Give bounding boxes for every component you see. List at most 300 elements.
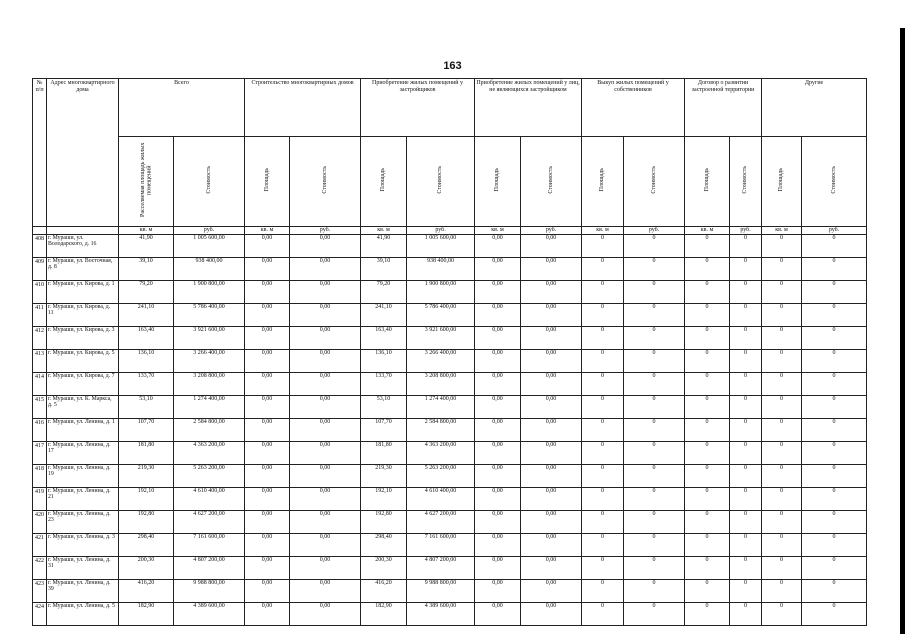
row-value: 0,00 <box>521 395 582 418</box>
header-group-non-developers: Приобретение жилых помещений у лиц, не являющихся застройщиком <box>475 79 582 137</box>
row-value: 192,10 <box>361 487 407 510</box>
row-value: 0,00 <box>521 533 582 556</box>
row-number: 424 <box>33 602 47 625</box>
row-address: г. Мураши, ул. Ленина, д. 31 <box>47 556 119 579</box>
row-value: 163,40 <box>361 326 407 349</box>
row-value: 0 <box>762 280 802 303</box>
row-value: 0,00 <box>521 579 582 602</box>
row-value: 79,20 <box>119 280 174 303</box>
row-value: 0 <box>624 280 685 303</box>
row-value: 192,10 <box>119 487 174 510</box>
row-value: 0,00 <box>290 349 361 372</box>
scan-edge-bar <box>900 28 905 634</box>
row-value: 4 363 200,00 <box>174 441 245 464</box>
row-value: 0,00 <box>521 326 582 349</box>
row-value: 0,00 <box>290 257 361 280</box>
row-address: г. Мураши, ул. Ленина, д. 3 <box>47 533 119 556</box>
table-row <box>33 303 867 326</box>
row-value: 0 <box>730 349 762 372</box>
row-value: 0 <box>685 372 730 395</box>
row-value: 0 <box>730 372 762 395</box>
table-row <box>33 510 867 533</box>
row-value: 182,90 <box>361 602 407 625</box>
row-value: 2 584 800,00 <box>407 418 475 441</box>
row-number: 419 <box>33 487 47 510</box>
row-value: 0,00 <box>521 303 582 326</box>
row-value: 200,30 <box>361 556 407 579</box>
row-number: 415 <box>33 395 47 418</box>
row-value: 0,00 <box>245 533 290 556</box>
row-value: 0,00 <box>245 556 290 579</box>
row-value: 0,00 <box>475 464 521 487</box>
row-value: 0 <box>624 464 685 487</box>
row-value: 0 <box>762 234 802 257</box>
row-value: 0 <box>802 372 867 395</box>
row-number: 421 <box>33 533 47 556</box>
row-value: 0 <box>624 579 685 602</box>
row-value: 4 807 200,00 <box>407 556 475 579</box>
row-value: 0,00 <box>521 280 582 303</box>
subheader-area: Площадь <box>762 137 802 227</box>
row-value: 181,80 <box>119 441 174 464</box>
row-value: 41,90 <box>361 234 407 257</box>
row-address: г. Мураши, ул. Володарского, д. 16 <box>47 234 119 257</box>
row-number: 410 <box>33 280 47 303</box>
row-value: 0,00 <box>245 395 290 418</box>
table-row <box>33 487 867 510</box>
row-value: 0 <box>730 303 762 326</box>
row-value: 0 <box>762 395 802 418</box>
row-value: 0 <box>762 303 802 326</box>
row-value: 1 005 600,00 <box>407 234 475 257</box>
row-value: 0 <box>685 280 730 303</box>
row-value: 1 900 800,00 <box>407 280 475 303</box>
table-row <box>33 257 867 280</box>
row-value: 0 <box>730 326 762 349</box>
row-value: 4 627 200,00 <box>407 510 475 533</box>
row-value: 938 400,00 <box>174 257 245 280</box>
row-value: 2 584 800,00 <box>174 418 245 441</box>
row-value: 0 <box>624 602 685 625</box>
row-value: 0 <box>624 395 685 418</box>
row-value: 0,00 <box>290 418 361 441</box>
row-value: 416,20 <box>361 579 407 602</box>
row-value: 0 <box>582 326 624 349</box>
row-value: 0 <box>624 441 685 464</box>
row-value: 0 <box>582 441 624 464</box>
row-value: 133,70 <box>361 372 407 395</box>
row-value: 0 <box>730 234 762 257</box>
row-number: 423 <box>33 579 47 602</box>
subheader-area: Площадь <box>582 137 624 227</box>
row-value: 0 <box>685 441 730 464</box>
row-value: 0 <box>582 349 624 372</box>
row-value: 0,00 <box>245 257 290 280</box>
row-value: 9 988 800,00 <box>174 579 245 602</box>
table-row <box>33 556 867 579</box>
row-value: 53,10 <box>361 395 407 418</box>
row-value: 0 <box>582 579 624 602</box>
row-address: г. Мураши, ул. Ленина, д. 39 <box>47 579 119 602</box>
row-number: 411 <box>33 303 47 326</box>
row-address: г. Мураши, ул. Кирова, д. 3 <box>47 326 119 349</box>
row-value: 0 <box>730 533 762 556</box>
row-value: 0 <box>624 487 685 510</box>
row-value: 0,00 <box>475 579 521 602</box>
row-address: г. Мураши, ул. Ленина, д. 19 <box>47 464 119 487</box>
row-value: 5 786 400,00 <box>407 303 475 326</box>
row-value: 0 <box>685 602 730 625</box>
row-value: 0 <box>685 349 730 372</box>
row-value: 0,00 <box>521 556 582 579</box>
unit-cost: руб. <box>624 226 685 234</box>
row-value: 219,30 <box>119 464 174 487</box>
row-value: 0,00 <box>290 326 361 349</box>
row-value: 0,00 <box>245 487 290 510</box>
row-value: 163,40 <box>119 326 174 349</box>
row-value: 107,70 <box>361 418 407 441</box>
header-group-other: Другие <box>762 79 867 137</box>
row-value: 0 <box>624 326 685 349</box>
row-value: 0 <box>582 280 624 303</box>
row-value: 192,80 <box>361 510 407 533</box>
row-value: 5 263 200,00 <box>407 464 475 487</box>
row-value: 0 <box>762 349 802 372</box>
row-value: 0 <box>582 303 624 326</box>
page-number: 163 <box>443 60 462 72</box>
row-value: 0,00 <box>475 303 521 326</box>
row-value: 4 627 200,00 <box>174 510 245 533</box>
row-value: 0,00 <box>521 418 582 441</box>
row-value: 0 <box>730 602 762 625</box>
row-value: 0 <box>582 602 624 625</box>
row-value: 0,00 <box>475 280 521 303</box>
row-value: 241,10 <box>361 303 407 326</box>
row-value: 0,00 <box>475 533 521 556</box>
row-value: 0 <box>685 234 730 257</box>
unit-area: кв. м <box>762 226 802 234</box>
row-value: 1 005 600,00 <box>174 234 245 257</box>
row-value: 0 <box>730 487 762 510</box>
table-row <box>33 280 867 303</box>
row-value: 3 208 800,00 <box>407 372 475 395</box>
row-value: 136,10 <box>361 349 407 372</box>
unit-blank <box>47 226 119 234</box>
row-value: 0 <box>762 326 802 349</box>
row-value: 0,00 <box>475 441 521 464</box>
row-value: 4 610 400,00 <box>174 487 245 510</box>
row-value: 298,40 <box>119 533 174 556</box>
row-value: 181,80 <box>361 441 407 464</box>
row-value: 0,00 <box>290 579 361 602</box>
unit-cost: руб. <box>290 226 361 234</box>
row-value: 0 <box>762 372 802 395</box>
row-value: 0 <box>802 303 867 326</box>
row-value: 0,00 <box>245 510 290 533</box>
row-value: 0,00 <box>475 487 521 510</box>
row-value: 41,90 <box>119 234 174 257</box>
row-value: 0,00 <box>475 418 521 441</box>
row-value: 7 161 600,00 <box>174 533 245 556</box>
row-value: 0 <box>802 395 867 418</box>
row-value: 241,10 <box>119 303 174 326</box>
row-value: 0,00 <box>521 510 582 533</box>
table-row <box>33 464 867 487</box>
unit-blank <box>33 226 47 234</box>
header-group-territory: Договор о развитии застроенной территории <box>685 79 762 137</box>
row-value: 0 <box>582 510 624 533</box>
row-value: 0,00 <box>521 257 582 280</box>
row-address: г. Мураши, ул. Кирова, д. 5 <box>47 349 119 372</box>
row-value: 0 <box>582 533 624 556</box>
row-value: 0 <box>802 280 867 303</box>
row-number: 420 <box>33 510 47 533</box>
row-value: 0 <box>624 510 685 533</box>
row-address: г. Мураши, ул. Кирова, д. 7 <box>47 372 119 395</box>
header-group-developers: Приобретение жилых помещений у застройщиков <box>361 79 475 137</box>
unit-cost: руб. <box>521 226 582 234</box>
row-value: 39,10 <box>361 257 407 280</box>
row-value: 0,00 <box>245 602 290 625</box>
row-value: 0 <box>685 326 730 349</box>
row-value: 298,40 <box>361 533 407 556</box>
row-value: 0 <box>582 418 624 441</box>
row-value: 0 <box>624 349 685 372</box>
subheader-cost: Стоимость <box>290 137 361 227</box>
subheader-area: Площадь <box>685 137 730 227</box>
row-value: 4 363 200,00 <box>407 441 475 464</box>
row-value: 0 <box>730 510 762 533</box>
table-row <box>33 395 867 418</box>
unit-area: кв. м <box>582 226 624 234</box>
row-value: 0 <box>624 257 685 280</box>
subheader-cost: Стоимость <box>521 137 582 227</box>
header-group-construction: Строительство многоквартирных домов <box>245 79 361 137</box>
row-value: 1 274 400,00 <box>407 395 475 418</box>
row-value: 0 <box>802 441 867 464</box>
row-value: 39,10 <box>119 257 174 280</box>
row-value: 0 <box>624 234 685 257</box>
row-value: 1 900 800,00 <box>174 280 245 303</box>
subheader-area: Площадь <box>361 137 407 227</box>
row-value: 416,20 <box>119 579 174 602</box>
row-value: 0 <box>762 418 802 441</box>
row-value: 0,00 <box>475 395 521 418</box>
row-value: 0 <box>582 257 624 280</box>
subheader-cost: Стоимость <box>407 137 475 227</box>
row-number: 418 <box>33 464 47 487</box>
row-value: 938 400,00 <box>407 257 475 280</box>
row-number: 409 <box>33 257 47 280</box>
row-value: 0,00 <box>475 326 521 349</box>
row-value: 0,00 <box>521 234 582 257</box>
row-value: 0 <box>685 418 730 441</box>
table-row <box>33 349 867 372</box>
row-value: 0 <box>802 579 867 602</box>
unit-cost: руб. <box>174 226 245 234</box>
row-address: г. Мураши, ул. Ленина, д. 17 <box>47 441 119 464</box>
row-value: 0 <box>685 395 730 418</box>
row-value: 3 921 600,00 <box>174 326 245 349</box>
row-value: 0,00 <box>290 303 361 326</box>
subheader-area: Площадь <box>245 137 290 227</box>
row-value: 0 <box>685 303 730 326</box>
row-value: 0,00 <box>475 234 521 257</box>
row-value: 0 <box>802 349 867 372</box>
row-value: 0,00 <box>245 280 290 303</box>
row-value: 0 <box>762 257 802 280</box>
row-value: 0,00 <box>290 234 361 257</box>
table-body <box>33 234 867 625</box>
row-value: 0 <box>730 395 762 418</box>
row-value: 0 <box>802 234 867 257</box>
row-value: 0,00 <box>245 326 290 349</box>
row-value: 0 <box>762 510 802 533</box>
row-value: 0 <box>762 533 802 556</box>
row-value: 0,00 <box>521 602 582 625</box>
row-value: 0 <box>624 418 685 441</box>
row-value: 0 <box>762 464 802 487</box>
unit-area: кв. м <box>685 226 730 234</box>
row-value: 219,30 <box>361 464 407 487</box>
row-value: 4 389 600,00 <box>407 602 475 625</box>
unit-area: кв. м <box>245 226 290 234</box>
row-value: 0,00 <box>475 602 521 625</box>
row-value: 4 610 400,00 <box>407 487 475 510</box>
row-value: 0 <box>762 579 802 602</box>
row-value: 3 208 800,00 <box>174 372 245 395</box>
row-value: 0,00 <box>245 234 290 257</box>
row-value: 4 389 600,00 <box>174 602 245 625</box>
subheader-cost: Стоимость <box>624 137 685 227</box>
row-value: 0,00 <box>475 349 521 372</box>
header-group-buyout: Выкуп жилых помещений у собственников <box>582 79 685 137</box>
row-address: г. Мураши, ул. Ленина, д. 23 <box>47 510 119 533</box>
row-value: 136,10 <box>119 349 174 372</box>
row-value: 0,00 <box>521 464 582 487</box>
row-number: 417 <box>33 441 47 464</box>
row-value: 0,00 <box>521 372 582 395</box>
row-address: г. Мураши, ул. К. Маркса, д. 5 <box>47 395 119 418</box>
row-value: 0 <box>802 326 867 349</box>
row-value: 0,00 <box>290 533 361 556</box>
row-value: 0,00 <box>290 280 361 303</box>
row-value: 0 <box>582 556 624 579</box>
row-address: г. Мураши, ул. Ленина, д. 21 <box>47 487 119 510</box>
row-number: 422 <box>33 556 47 579</box>
row-address: г. Мураши, ул. Кирова, д. 1 <box>47 280 119 303</box>
row-value: 0,00 <box>290 487 361 510</box>
table-row <box>33 372 867 395</box>
row-value: 0,00 <box>475 556 521 579</box>
table-row <box>33 234 867 257</box>
row-value: 0 <box>802 418 867 441</box>
header-group-total: Всего <box>119 79 245 137</box>
row-value: 0,00 <box>475 257 521 280</box>
row-value: 3 266 400,00 <box>174 349 245 372</box>
row-value: 3 921 600,00 <box>407 326 475 349</box>
row-number: 413 <box>33 349 47 372</box>
row-number: 416 <box>33 418 47 441</box>
table-row <box>33 441 867 464</box>
row-value: 0,00 <box>290 602 361 625</box>
row-value: 0,00 <box>290 464 361 487</box>
row-value: 0 <box>624 372 685 395</box>
row-value: 0,00 <box>290 372 361 395</box>
row-value: 0 <box>730 579 762 602</box>
row-value: 0 <box>685 533 730 556</box>
row-value: 0 <box>730 257 762 280</box>
row-value: 107,70 <box>119 418 174 441</box>
row-value: 0 <box>762 441 802 464</box>
row-value: 0,00 <box>245 464 290 487</box>
subheader-area: Площадь <box>475 137 521 227</box>
row-value: 133,70 <box>119 372 174 395</box>
row-value: 0 <box>802 602 867 625</box>
subheader-cost: Стоимость <box>802 137 867 227</box>
row-value: 0 <box>582 487 624 510</box>
row-value: 0 <box>762 602 802 625</box>
row-value: 5 786 400,00 <box>174 303 245 326</box>
row-value: 0 <box>624 556 685 579</box>
row-value: 0 <box>802 533 867 556</box>
table-row <box>33 326 867 349</box>
row-value: 0 <box>685 464 730 487</box>
unit-area: кв. м <box>475 226 521 234</box>
row-value: 0 <box>730 418 762 441</box>
row-value: 0 <box>730 280 762 303</box>
row-value: 79,20 <box>361 280 407 303</box>
row-address: г. Мураши, ул. Кирова, д. 11 <box>47 303 119 326</box>
table-row <box>33 579 867 602</box>
row-value: 0,00 <box>475 372 521 395</box>
row-value: 0,00 <box>521 441 582 464</box>
row-value: 0,00 <box>521 487 582 510</box>
row-value: 0,00 <box>245 303 290 326</box>
subheader-cost: Стоимость <box>730 137 762 227</box>
row-value: 0 <box>802 464 867 487</box>
unit-area: кв. м <box>119 226 174 234</box>
row-value: 4 807 200,00 <box>174 556 245 579</box>
unit-area: кв. м <box>361 226 407 234</box>
row-value: 0,00 <box>245 349 290 372</box>
row-value: 182,90 <box>119 602 174 625</box>
row-value: 0 <box>762 487 802 510</box>
row-value: 53,10 <box>119 395 174 418</box>
row-value: 1 274 400,00 <box>174 395 245 418</box>
row-value: 0,00 <box>245 372 290 395</box>
row-value: 0 <box>582 372 624 395</box>
row-value: 0,00 <box>521 349 582 372</box>
row-value: 0 <box>582 234 624 257</box>
unit-cost: руб. <box>407 226 475 234</box>
row-value: 0,00 <box>290 556 361 579</box>
row-value: 0 <box>802 257 867 280</box>
row-value: 0,00 <box>290 441 361 464</box>
row-value: 0 <box>802 556 867 579</box>
row-value: 0 <box>730 556 762 579</box>
row-value: 0,00 <box>245 579 290 602</box>
row-value: 0 <box>730 464 762 487</box>
row-number: 414 <box>33 372 47 395</box>
row-address: г. Мураши, ул. Ленина, д. 1 <box>47 418 119 441</box>
row-value: 0 <box>685 579 730 602</box>
row-value: 0,00 <box>475 510 521 533</box>
row-value: 0 <box>582 464 624 487</box>
row-value: 0 <box>762 556 802 579</box>
unit-cost: руб. <box>730 226 762 234</box>
row-value: 200,30 <box>119 556 174 579</box>
